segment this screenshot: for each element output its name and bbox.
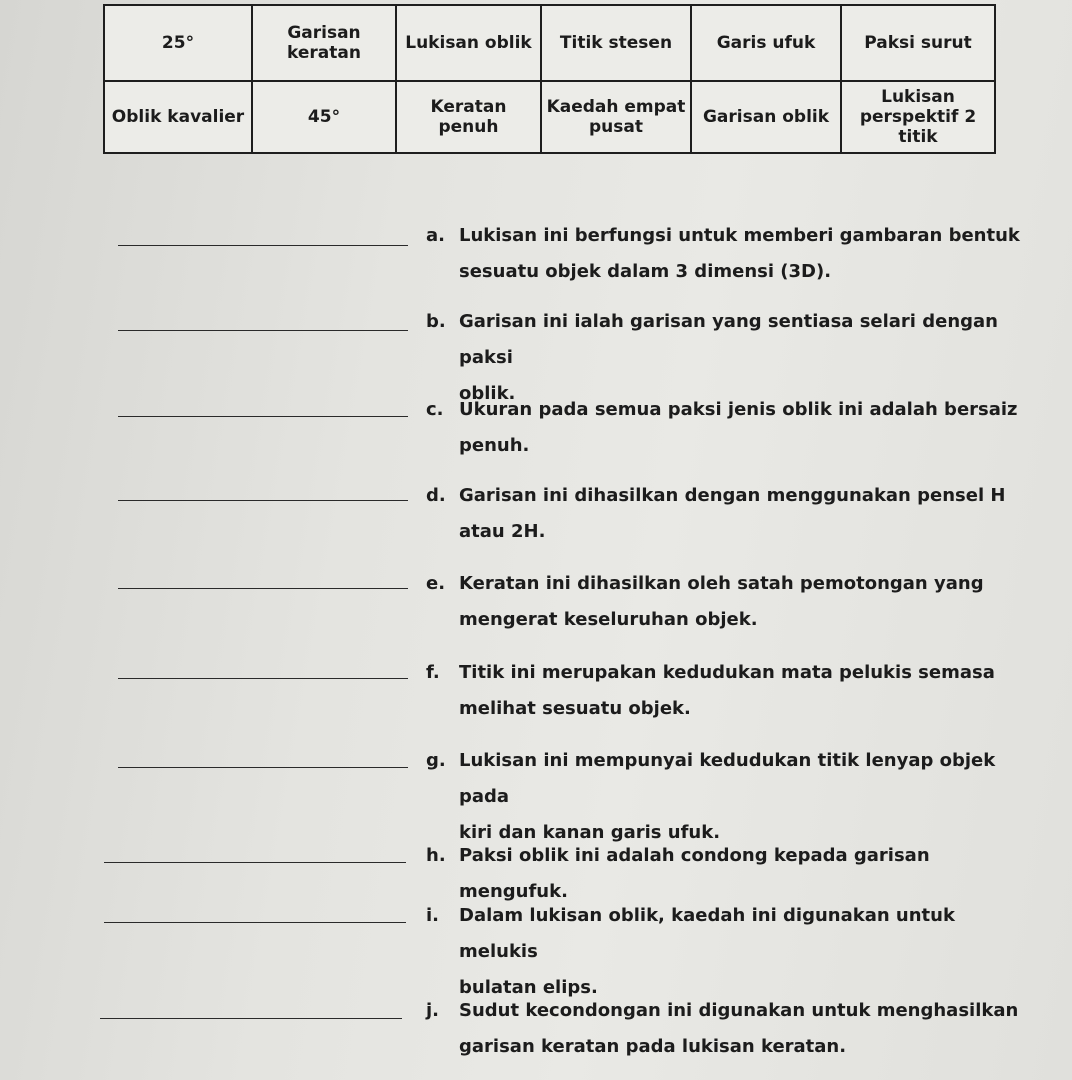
question-b bbox=[0, 304, 1072, 404]
word-bank-table bbox=[103, 4, 996, 154]
word-bank-row-1 bbox=[104, 5, 995, 81]
question-letter: h. bbox=[426, 845, 446, 866]
answer-blank[interactable] bbox=[118, 500, 408, 501]
word-bank-cell: Keratan penuh bbox=[396, 81, 541, 153]
word-bank-cell: 25° bbox=[104, 5, 252, 81]
answer-blank[interactable] bbox=[104, 862, 406, 863]
question-letter: a. bbox=[426, 225, 445, 246]
word-bank-row-2 bbox=[104, 81, 995, 153]
question-text: Garisan ini dihasilkan dengan menggunakan pensel H atau 2H. bbox=[459, 485, 1006, 542]
word-bank-cell: Kaedah empat pusat bbox=[541, 81, 691, 153]
answer-blank[interactable] bbox=[118, 245, 408, 246]
word-bank-cell: Paksi surut bbox=[841, 5, 995, 81]
question-letter: d. bbox=[426, 485, 446, 506]
question-letter: e. bbox=[426, 573, 446, 594]
question-letter: j. bbox=[426, 1000, 440, 1021]
question-letter: i. bbox=[426, 905, 440, 926]
word-bank-cell: Lukisan perspektif 2 titik bbox=[841, 81, 995, 153]
question-text: Titik ini merupakan kedudukan mata pelukis semasa melihat sesuatu objek. bbox=[459, 662, 995, 719]
word-bank-cell: Titik stesen bbox=[541, 5, 691, 81]
question-text: Sudut kecondongan ini digunakan untuk menghasilkan garisan keratan pada lukisan keratan. bbox=[459, 1000, 1019, 1057]
word-bank-cell: Garisan keratan bbox=[252, 5, 396, 81]
question-f bbox=[0, 655, 1072, 735]
question-c bbox=[0, 392, 1072, 472]
question-g bbox=[0, 743, 1072, 843]
word-bank-cell: Garisan oblik bbox=[691, 81, 841, 153]
question-text: Lukisan ini berfungsi untuk memberi gambaran bentuk sesuatu objek dalam 3 dimensi (3D). bbox=[459, 225, 1020, 282]
answer-blank[interactable] bbox=[100, 1018, 402, 1019]
answer-blank[interactable] bbox=[118, 767, 408, 768]
question-text: Paksi oblik ini adalah condong kepada garisan mengufuk. bbox=[459, 845, 930, 902]
answer-blank[interactable] bbox=[118, 588, 408, 589]
question-d bbox=[0, 478, 1072, 558]
question-text: Ukuran pada semua paksi jenis oblik ini adalah bersaiz penuh. bbox=[459, 399, 1018, 456]
word-bank-cell: Oblik kavalier bbox=[104, 81, 252, 153]
answer-blank[interactable] bbox=[118, 416, 408, 417]
question-letter: g. bbox=[426, 750, 446, 771]
question-letter: f. bbox=[426, 662, 440, 683]
question-i bbox=[0, 898, 1072, 998]
word-bank-cell: Lukisan oblik bbox=[396, 5, 541, 81]
question-text: Dalam lukisan oblik, kaedah ini digunakan untuk melukis bulatan elips. bbox=[459, 905, 955, 998]
question-text: Lukisan ini mempunyai kedudukan titik lenyap objek pada kiri dan kanan garis ufuk. bbox=[459, 750, 996, 843]
word-bank-cell: 45° bbox=[252, 81, 396, 153]
question-a bbox=[0, 218, 1072, 298]
question-text: Garisan ini ialah garisan yang sentiasa selari dengan paksi oblik. bbox=[459, 311, 998, 404]
question-letter: c. bbox=[426, 399, 444, 420]
question-letter: b. bbox=[426, 311, 446, 332]
answer-blank[interactable] bbox=[118, 330, 408, 331]
answer-blank[interactable] bbox=[118, 678, 408, 679]
question-e bbox=[0, 566, 1072, 646]
question-j bbox=[0, 993, 1072, 1073]
answer-blank[interactable] bbox=[104, 922, 406, 923]
word-bank-cell: Garis ufuk bbox=[691, 5, 841, 81]
question-text: Keratan ini dihasilkan oleh satah pemotongan yang mengerat keseluruhan objek. bbox=[459, 573, 984, 630]
